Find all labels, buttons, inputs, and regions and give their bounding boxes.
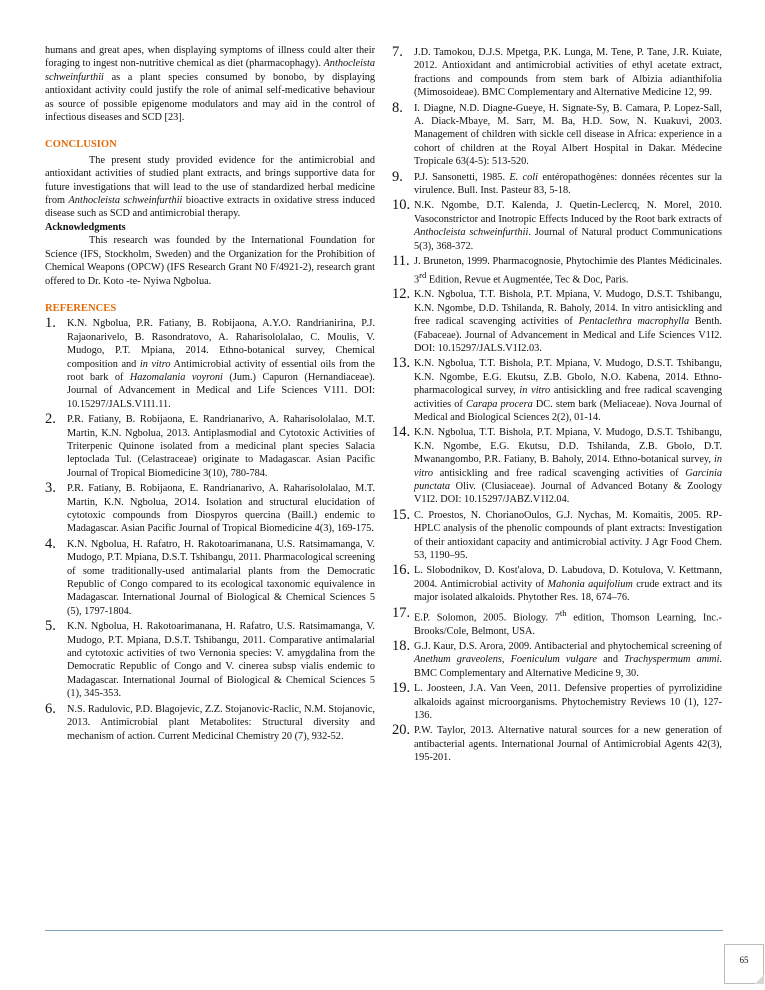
reference-text: P.W. Taylor, 2013. Alternative natural sources for a new generation of antibacterial agents. International Journal of Antimicrobial Agents 42(3), 195-201.	[414, 725, 722, 764]
reference-text: N.K. Ngombe, D.T. Kalenda, J. Quetin-Leclercq, N. Morel, 2010. Vasoconstrictor and Inotropic Effects Induced by the Root bark extracts of	[414, 200, 722, 225]
reference-number: 7.	[392, 44, 403, 60]
reference-item	[392, 506, 722, 563]
reference-number: 6.	[45, 700, 56, 717]
reference-item	[45, 700, 376, 743]
reference-item	[392, 255, 722, 286]
reference-number: 1.	[45, 315, 56, 332]
reference-item	[392, 637, 723, 680]
reference-item	[45, 535, 375, 618]
reference-text: Anethum graveolens	[414, 654, 502, 666]
reference-text: J.D. Tamokou, D.J.S. Mpetga, P.K. Lunga, M. Tene, P. Tane, J.R. Kuiate, 2012. Antioxidant and antimicrobial activities of ethyl acetate extract, fractions and compounds from stem bark of Albizia adianthifolia (Mimosoideae). BMC Complementary and Alternative Medicine 12, 99.	[414, 47, 722, 99]
reference-text: th	[559, 607, 567, 618]
reference-item	[45, 317, 375, 411]
reference-number: 3.	[45, 480, 56, 497]
reference-text: E.P. Solomon, 2005. Biology. 7	[414, 612, 560, 624]
reference-text: Anthocleista schweinfurthii	[414, 227, 529, 239]
reference-number: 10.	[392, 197, 411, 214]
page-number-box	[724, 944, 764, 984]
reference-item	[392, 604, 722, 638]
reference-number: 20.	[392, 722, 411, 739]
reference-text: and	[596, 654, 625, 666]
conclusion-paragraph: The present study provided evidence for the antimicrobial and antioxidant activities of studied plant extracts, and brings supportive data for future investigations that will lead to the use of standardized herbal medicine from Anthocleista schweinfurthii bioactive extracts in oxidative stress induced disease such as SCD and antimicrobial therapy.	[45, 154, 375, 220]
reference-item	[392, 199, 722, 253]
reference-number: 4.	[45, 535, 56, 552]
reference-text: Edition, Revue et Augmentée, Tec & Doc, Paris.	[426, 273, 629, 285]
reference-item	[392, 426, 722, 506]
reference-item	[392, 99, 722, 169]
reference-text: N.S. Radulovic, P.D. Blagojevic, Z.Z. Stojanovic-Raclic, N.M. Stojanovic, 2013. Antimicrobial plant Metabolites: Structural diversity and mechanism of action. Current Medicinal Chemistry 20 (7), 932-52.	[67, 703, 376, 742]
reference-text: K.N. Ngbolua, P.R. Fatiany, B. Robijaona, A.Y.O. Randrianirina, P.J. Rajaonarivelo, B. Rasondratovo, A. Raharisololalao, C. Moulis, V. Mudogo, P.T. Mpiana, 2014. Ethno-botanical survey, Chemical composition and	[67, 318, 375, 370]
reference-text: Benth. (Fabaceae). Journal of Advancement in Medical and Life Sciences V1I2. DOI: 10.15297/JALS.V1I2.03.	[414, 316, 722, 354]
reference-text: K.N. Ngbolua, T.T. Bishola, P.T. Mpiana, V. Mudogo, D.S.T. Tshibangu, K.N. Ngombe, D.D. Tshilanda, R. Baholy, 2014. In vitro antisickling and free radical scavenging activities of	[414, 289, 722, 328]
reference-item	[45, 413, 375, 480]
reference-item	[392, 724, 722, 764]
reference-text: antisickling and free radical scavenging activities of	[433, 467, 686, 479]
reference-text: G.J. Kaur, D.S. Arora, 2009. Antibacterial and phytochemical screening of	[414, 640, 722, 652]
reference-item	[392, 46, 722, 100]
reference-number: 13.	[392, 355, 411, 372]
reference-number: 11.	[392, 253, 410, 270]
acknowledgments-heading: Acknowledgments	[45, 221, 126, 233]
reference-text: K.N. Ngbolua, H. Rakotoarimanana, H. Rafatro, U.S. Ratsimamanga, V. Mudogo, P.T. Mpiana, D.S.T. Tshibangu, 2011. Comparative antimalarial and cytotoxic activities of two Vernonia species: V. amygdalina from the Democratic Republic of Congo and V. cinerea subsp vialis endemic to Madagascar. International Journal of Biological & Chemical Sciences 5 (1), 345-353.	[67, 621, 375, 700]
reference-number: 12.	[392, 286, 411, 303]
reference-text: Carapa procera	[465, 398, 533, 410]
reference-text: Antimicrobial activity of essential oils from the root bark of	[67, 358, 375, 383]
reference-list-left	[45, 317, 375, 743]
reference-item	[392, 682, 722, 722]
reference-item	[392, 564, 722, 604]
reference-text: (Jum.) Capuron (Hernandiaceae). Journal of Advancement in Medical and Life Sciences V1I1. DOI: 10.15297/JALS.V1I1.11.	[67, 371, 375, 410]
conclusion-heading: CONCLUSION	[45, 139, 117, 151]
acknowledgments-paragraph: This research was founded by the International Foundation for Science (IFS, Stockholm, Sweden) and the Organization for the Prohibition of Chemical Weapons (OPCW) (IFS Research Grant N0 F/4921-2), research grant offered to Dr. Koto -te- Nyiwa Ngbolua.	[45, 235, 375, 287]
reference-text: entéropathogènes: données récentes sur la virulence. Bull. Inst. Pasteur 83, 5-18.	[414, 171, 723, 197]
reference-text: E. coli	[509, 171, 538, 183]
reference-text: K.N. Ngbolua, T.T. Bishola, P.T. Mpiana, V. Mudogo, D.S.T. Tshibangu, K.N. Ngombe, E.G. Ekutsu, Z.B. Gbolo, N.O. Kabena, 2014. Ethno-pharmacological survey,	[414, 358, 722, 397]
reference-text: DC. stem bark (Meliaceae). Nova Journal of Medical and Biological Sciences 2(2), 01-14.	[414, 398, 722, 423]
reference-text: Oliv. (Clusiaceae). Journal of Advanced Botany & Zoology V1I2. DOI: 10.15297/JABZ.V1I2.04.	[414, 481, 722, 506]
reference-text: in vitro	[519, 385, 551, 397]
reference-text: K.N. Ngbolua, T.T. Bishola, P.T. Mpiana, V. Mudogo, D.S.T. Tshibangu, K.N. Ngombe, E.G. Ekutsu, D.D. Tshilanda, Z.B. Gbolo, D.T. Mwanangombo, P.R. Fatiany, B. Baholy, 2014. Ethno-botanical survey,	[414, 427, 722, 466]
reference-text: edition, Thomson Learning, Inc.-Brooks/Cole, Belmont, USA.	[414, 612, 722, 637]
reference-text: Pentaclethra macrophylla	[578, 316, 690, 328]
reference-text: K.N. Ngbolua, H. Rafatro, H. Rakotoarimanana, U.S. Ratsimamanga, V. Mudogo, P.T. Mpiana, D.S.T. Tshibangu, 2011. Pharmacological screening of some traditionally-used antimalarial plants from the Democratic Republic of Congo compared to its ecological taxonomic equivalence in Madagascar. International Journal of Biological & Chemical Sciences 5 (5), 1797-1804.	[67, 538, 375, 617]
left-column	[45, 44, 375, 745]
reference-text: ,	[501, 654, 511, 666]
reference-text: C. Proestos, N. ChorianoOulos, G.J. Nychas, M. Komaitis, 2005. RP-HPLC analysis of the phenolic compounds of plant extracts: Investigation of their antioxidant capacity and antimicrobial activity. J Agr Food Chem. 53, 1190–95.	[414, 509, 722, 562]
right-column	[392, 44, 722, 767]
reference-text: J. Bruneton, 1999. Pharmacognosie, Phytochimie des Plantes Médicinales. 3	[414, 256, 722, 285]
reference-text: L. Slobodnikov, D. Kost'alova, D. Labudova, D. Kotulova, V. Kettmann, 2004. Antimicrobial activity of	[414, 565, 722, 590]
reference-item	[45, 482, 375, 536]
reference-text: in vitro	[139, 358, 171, 370]
reference-text: P.R. Fatiany, B. Robijaona, E. Randrianarivo, A. Raharisololalao, M.T. Martin, K.N. Ngbolua, 2013. Antiplasmodial and Cytotoxic Activities of Triterpenic Quinone isolated from a medicinal plant species Salacia leptoclada Tul. (Celastraceae) originate to Madagascar. Asian Pacific Journal of Tropical Biomedicine 3(10), 780-784.	[67, 414, 375, 479]
reference-text: Foeniculum vulgare	[510, 654, 597, 666]
footer-rule	[45, 930, 723, 931]
reference-number: 14.	[392, 424, 411, 441]
reference-text: antisickling and free radical scavenging activities of	[414, 385, 722, 410]
reference-number: 17.	[392, 604, 411, 621]
reference-text: in vitro	[414, 454, 722, 479]
page-number: 65	[739, 955, 749, 965]
reference-text: BMC Complementary and Alternative Medicine 9, 30.	[414, 667, 639, 679]
reference-text: L. Joosteen, J.A. Van Veen, 2011. Defensive properties of pyrrolizidine alkaloids against microorganisms. Phytochemistry Reviews 10 (1), 127-136.	[414, 683, 722, 721]
reference-text: rd	[419, 269, 427, 280]
reference-list-right	[392, 46, 722, 765]
reference-text: crude extract and its major isolated alkaloids. Phytother Res. 18, 674–76.	[414, 578, 722, 604]
reference-text: I. Diagne, N.D. Diagne-Gueye, H. Signate-Sy, B. Camara, P. Lopez-Sall, A. Diack-Mbaye, M. Sarr, M. Ba, H.D. Sow, N. Kuakuvi, 2003. Management of children with sickle cell disease in Africa: experience in a cohort of children at the Royal Albert Hospital in Dakar. Médecine Tropicale 63(4-5): 513-520.	[414, 102, 722, 168]
reference-number: 19.	[392, 680, 411, 697]
reference-number: 16.	[392, 562, 411, 579]
reference-item	[392, 357, 722, 424]
reference-number: 8.	[392, 99, 403, 116]
references-heading: REFERENCES	[45, 302, 117, 314]
reference-item	[45, 620, 375, 700]
reference-text: P.R. Fatiany, B. Robijaona, E. Randrianarivo, A. Raharisololalao, M.T. Martin, K.N. Ngbolua, 2O14. Isolation and structural elucidation of cytotoxic compounds from Diospyros quercina (Baill.) endemic to Madagascar. Asian Pacific Journal of Tropical Biomedicine 4(3), 169-175.	[67, 483, 375, 535]
reference-text: Garcinia punctata	[414, 467, 722, 493]
reference-item	[392, 288, 722, 355]
reference-text: . Journal of Natural product Communications 5(3), 368-372.	[414, 227, 722, 252]
reference-number: 9.	[392, 168, 403, 185]
reference-text: Mahonia aquifolium	[547, 578, 633, 590]
reference-text: P.J. Sansonetti, 1985.	[414, 171, 510, 183]
reference-number: 15.	[392, 506, 411, 523]
reference-number: 2.	[45, 411, 56, 428]
reference-number: 18.	[392, 637, 411, 654]
reference-text: Hazomalania voyroni	[129, 371, 223, 383]
reference-text: Trachyspermum ammi.	[624, 654, 723, 666]
reference-number: 5.	[45, 618, 56, 635]
reference-item	[392, 168, 723, 198]
intro-paragraph: humans and great apes, when displaying symptoms of illness could alter their foraging to ingest non-nutritive chemical as diet (pharmacophagy). Anthocleista schweinfurthii as a plant species consumed by bonobo, by displaying antioxidant activity could justify the role of animal self-medicative behaviour as source of possible epigenome modulators and may aid in the control of infectious diseases and SCD [23].	[45, 45, 375, 124]
